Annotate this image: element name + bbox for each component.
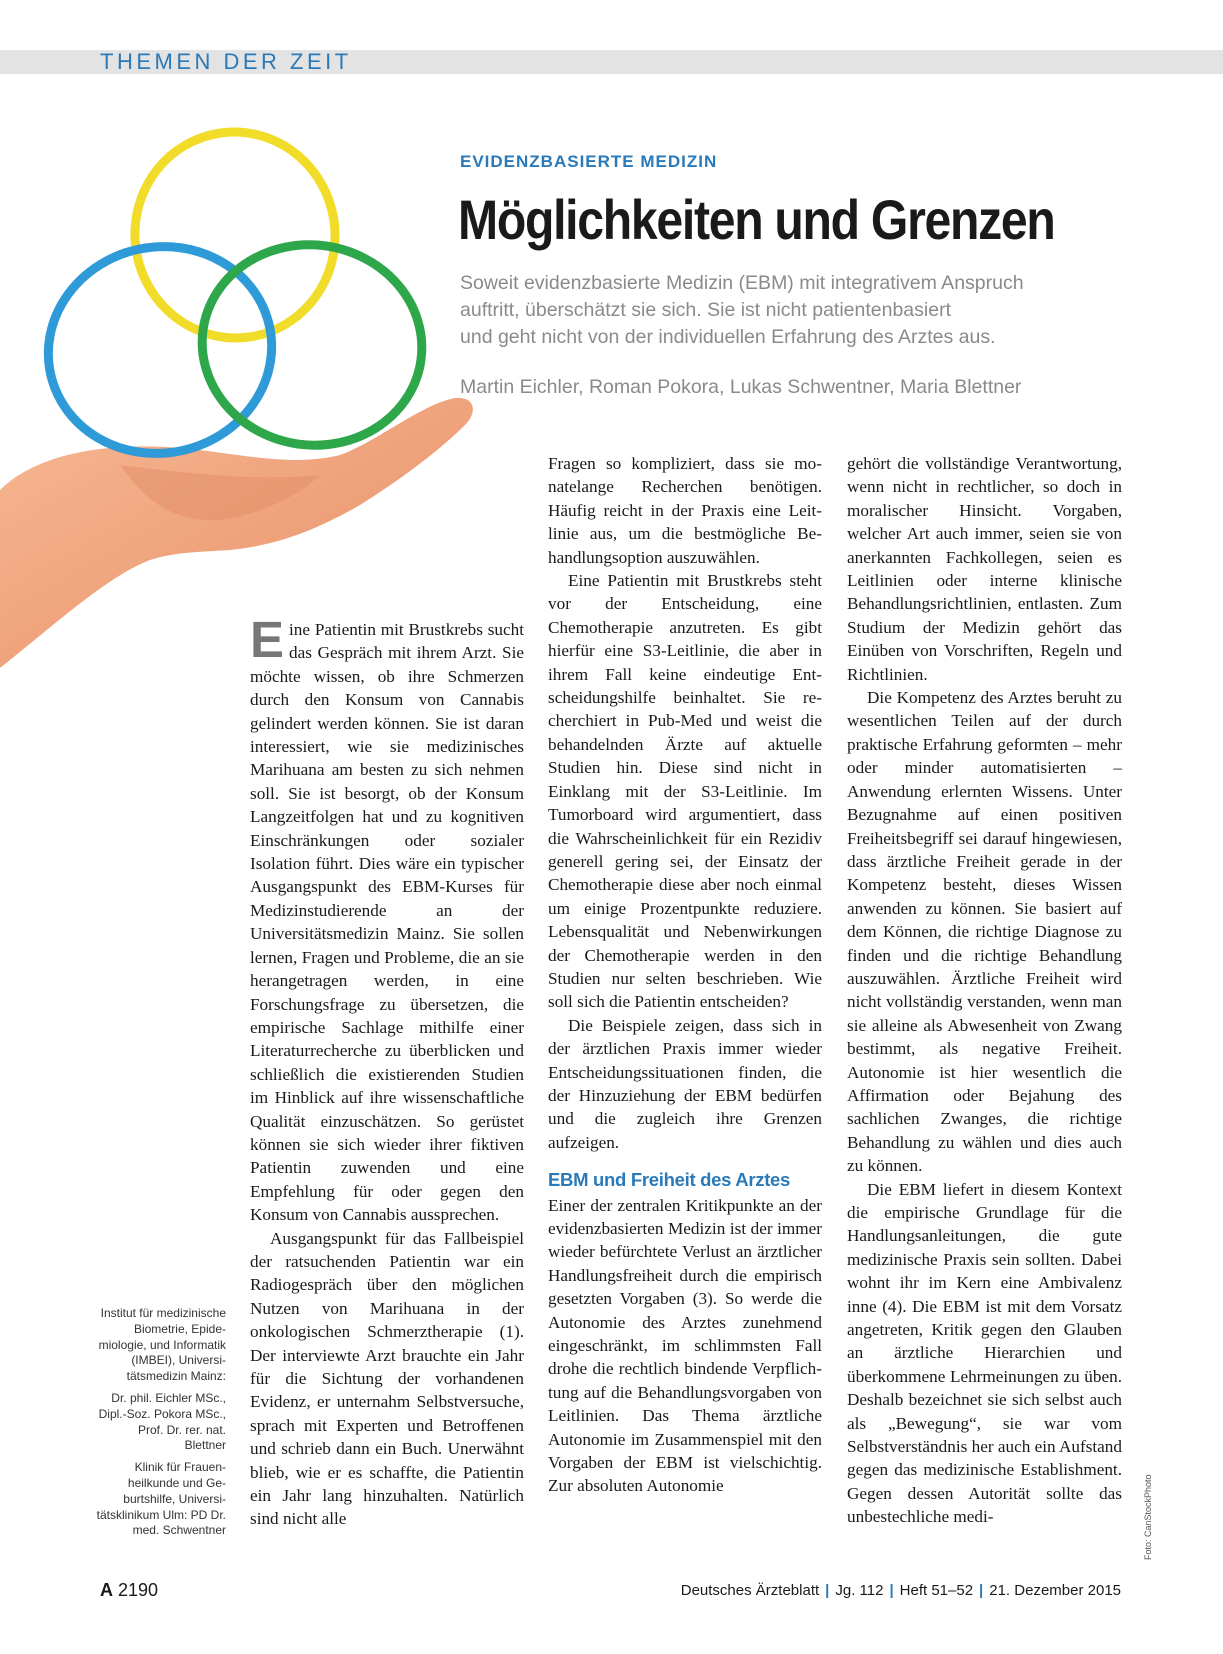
lead-line: auftritt, überschätzt sie sich. Sie ist nicht patientenbasiert — [460, 299, 951, 321]
article-title: Möglichkeiten und Grenzen — [458, 188, 1055, 251]
paragraph: Fragen so kompliziert, dass sie monatelange Recherchen benötigen. Häufig reicht in der Praxis eine Leitlinie aus, um die bestmögliche Behandlungsoption auszuwählen. — [548, 454, 822, 567]
text-column-1 — [250, 611, 524, 1531]
photo-credit: Foto: CanStockPhoto — [1143, 1474, 1153, 1560]
author-affiliations — [95, 1306, 226, 1545]
paragraph: Einer der zentralen Kritikpunkte an der evidenzbasierten Medizin ist der immer wieder befürchtete Verlust an ärztlicher Handlungsfreiheit durch die empirisch gesetzten Vorgaben (3). So werde die Autonomie des Arztes zunehmend eingeschränkt, im schlimmsten Fall drohe die rechtlich bindende Verpflichtung auf die Behandlungsvorgaben von Leitlinien. Das Thema ärztliche Autonomie im Zusammenspiel mit den Vorgaben der EBM ist vielschichtig. Zur absoluten Autonomie — [548, 1195, 822, 1496]
ring-yellow — [122, 120, 349, 351]
journal-issue: Heft 51–52 — [899, 1582, 974, 1599]
lead-line: und geht nicht von der individuellen Erfahrung des Arztes aus. — [460, 326, 996, 348]
footer-separator: | — [889, 1582, 894, 1599]
section-title: THEMEN DER ZEIT — [100, 49, 352, 74]
hand-rings-illustration — [0, 120, 490, 700]
footer-separator: | — [825, 1582, 830, 1599]
lead-line: Soweit evidenzbasierte Medizin (EBM) mit integrativem Anspruch — [460, 272, 1024, 294]
journal-name: Deutsches Ärzteblatt — [680, 1582, 820, 1599]
article-authors: Martin Eichler, Roman Pokora, Lukas Schwentner, Maria Blettner — [460, 376, 1022, 398]
text-column-3 — [847, 452, 1122, 1529]
page-number — [100, 1580, 158, 1601]
paragraph: Die Kompetenz des Arztes beruht zu wesentlichen Teilen auf der durch praktische Erfahrung geformten – mehr oder minder automatisierten – Anwendung erlernten Wissens. Unter Bezugnahme auf einen positiven Freiheitsbegriff sei darauf hingewiesen, dass ärztliche Freiheit gerade in der Kompetenz besteht, dieses Wissen anwenden zu können. Sie basiert auf dem Können, die richtige Diagnose zu finden und die richtige Behandlung auszuwählen. Ärztliche Freiheit wird nicht vollständig verstanden, wenn man sie alleine als Abwesenheit von Zwang bestimmt, als negative Freiheit. Autonomie ist hier wesentlich die Affirmation oder Bejahung des sachlichen Zwanges, die richtige Behandlung zu wählen und dies auch zu können. — [847, 688, 1122, 1176]
page-prefix: A — [100, 1580, 113, 1600]
section-subheading: EBM und Freiheit des Arztes — [548, 1169, 791, 1191]
footer-separator: | — [979, 1582, 984, 1599]
paragraph: Die EBM liefert in diesem Kontext die empirische Grundlage für die Handlungsanleitungen, die gute medizinische Praxis sein sollten. Dabei wohnt ihr im Kern eine Ambivalenz inne (4). Die EBM ist mit dem Vorsatz angetreten, Kritik gegen den Glauben an ärztliche Hierarchien und überkommene Lehrmeinungen zu üben. Deshalb bezeichnet sie sich selbst auch als „Bewegung“, sie war vom Selbstverständnis her auch ein Aufstand gegen das medizinische Establishment. Gegen dessen Autorität sollte das unbestechliche medi- — [847, 1179, 1122, 1527]
journal-volume: Jg. 112 — [835, 1582, 884, 1599]
paragraph: Ausgangspunkt für das Fallbeispiel der ratsuchenden Patientin war ein Radiogespräch über den möglichen Nutzen von Marihuana in der onkologischen Schmerztherapie (1). Der interviewte Arzt brauchte ein Jahr für die Sichtung der vorhandenen Evidenz, er unternahm Selbstversuche, sprach mit Experten und Betroffenen und schrieb dann ein Buch. Unerwähnt blieb, wie er es schaffte, die Patientin ein Jahr lang hinzuhalten. Natürlich sind nicht alle — [250, 1228, 524, 1529]
paragraph: Eine Patientin mit Brustkrebs steht vor der Entscheidung, eine Chemotherapie anzutreten. Es gibt hierfür eine S3-Leitlinie, die aber in ihrem Fall keine eindeutige Entscheidungshilfe beinhaltet. Sie recherchiert in Pub-Med und weist die behandelnden Ärzte auf aktuelle Studien hin. Diese sind nicht in Einklang mit der S3-Leitlinie. Im Tumorboard wird argumentiert, dass die Wahrscheinlichkeit für ein Rezidiv generell gering sei, der Einsatz der Chemotherapie diese aber noch einmal um einige Prozentpunkte reduziere. Lebensqualität und Nebenwirkungen der Chemotherapie werden in den Studien nur selten beschrieben. Wie soll sich die Patientin entscheiden? — [548, 571, 822, 1012]
article-lead — [460, 270, 1140, 351]
paragraph: Die Beispiele zeigen, dass sich in der ärztlichen Praxis immer wieder Entscheidungssituationen finden, die der Hinzuziehung der EBM bedürfen und die zugleich ihre Grenzen aufzeigen. — [548, 1015, 822, 1152]
drop-cap: E — [250, 611, 285, 668]
article-kicker: EVIDENZBASIERTE MEDIZIN — [460, 152, 718, 171]
affiliation-clinic: Klinik für Frauenheilkunde und Geburtshilfe, Universitätsklinikum Ulm: PD Dr. med. Schwentner — [96, 1460, 226, 1538]
affiliation-institute: Institut für medizinische Biometrie, Epidemiologie, und Informatik (IMBEI), Universitätsmedizin Mainz: — [98, 1306, 226, 1384]
paragraph — [250, 611, 524, 1227]
affiliation-names: Dr. phil. Eichler MSc., Dipl.-Soz. Pokora MSc., Prof. Dr. rer. nat. Blettner — [98, 1390, 226, 1453]
paragraph-text: ine Patientin mit Brustkrebs sucht das Gespräch mit ihrem Arzt. Sie möchte wissen, ob ihre Schmerzen durch den Konsum von Cannabis gelindert werden können. Sie ist daran interessiert, wie sie medizinisches Marihuana am besten zu sich nehmen soll. Sie ist besorgt, ob der Konsum Langzeitfolgen hat und zu kognitiven Einschränkungen oder sozialer Isolation führt. Dies wäre ein typischer Ausgangspunkt des EBM-Kurses für Medizinstudierende an der Universitätsmedizin Mainz. Sie sollen lernen, Fragen und Probleme, die an sie herangetragen werden, in eine Forschungsfrage zu übersetzen, die empirische Sachlage mithilfe einer Literaturrecherche zu überblicken und schließlich die existierenden Studien im Hinblick auf ihre wissenschaftliche Qualität einzuschätzen. So gerüstet können sie sich wieder ihrer fiktiven Patientin zuwenden und eine Empfehlung für oder gegen den Konsum von Cannabis aussprechen. — [250, 620, 524, 1225]
paragraph: gehört die vollständige Verantwortung, wenn nicht in rechtlicher, so doch in moralischer Hinsicht. Vorgaben, welcher Art auch immer, seien sie von anerkannten Fachkollegen, seien es Leitlinien oder interne klinische Behandlungsrichtlinien, entlasten. Zum Studium der Medizin gehört das Einüben von Vorschriften, Regeln und Richtlinien. — [847, 454, 1122, 684]
text-column-2 — [548, 452, 822, 1498]
journal-date: 21. Dezember 2015 — [989, 1582, 1121, 1599]
journal-footer — [681, 1582, 1121, 1599]
page-number-value: 2190 — [118, 1580, 159, 1600]
